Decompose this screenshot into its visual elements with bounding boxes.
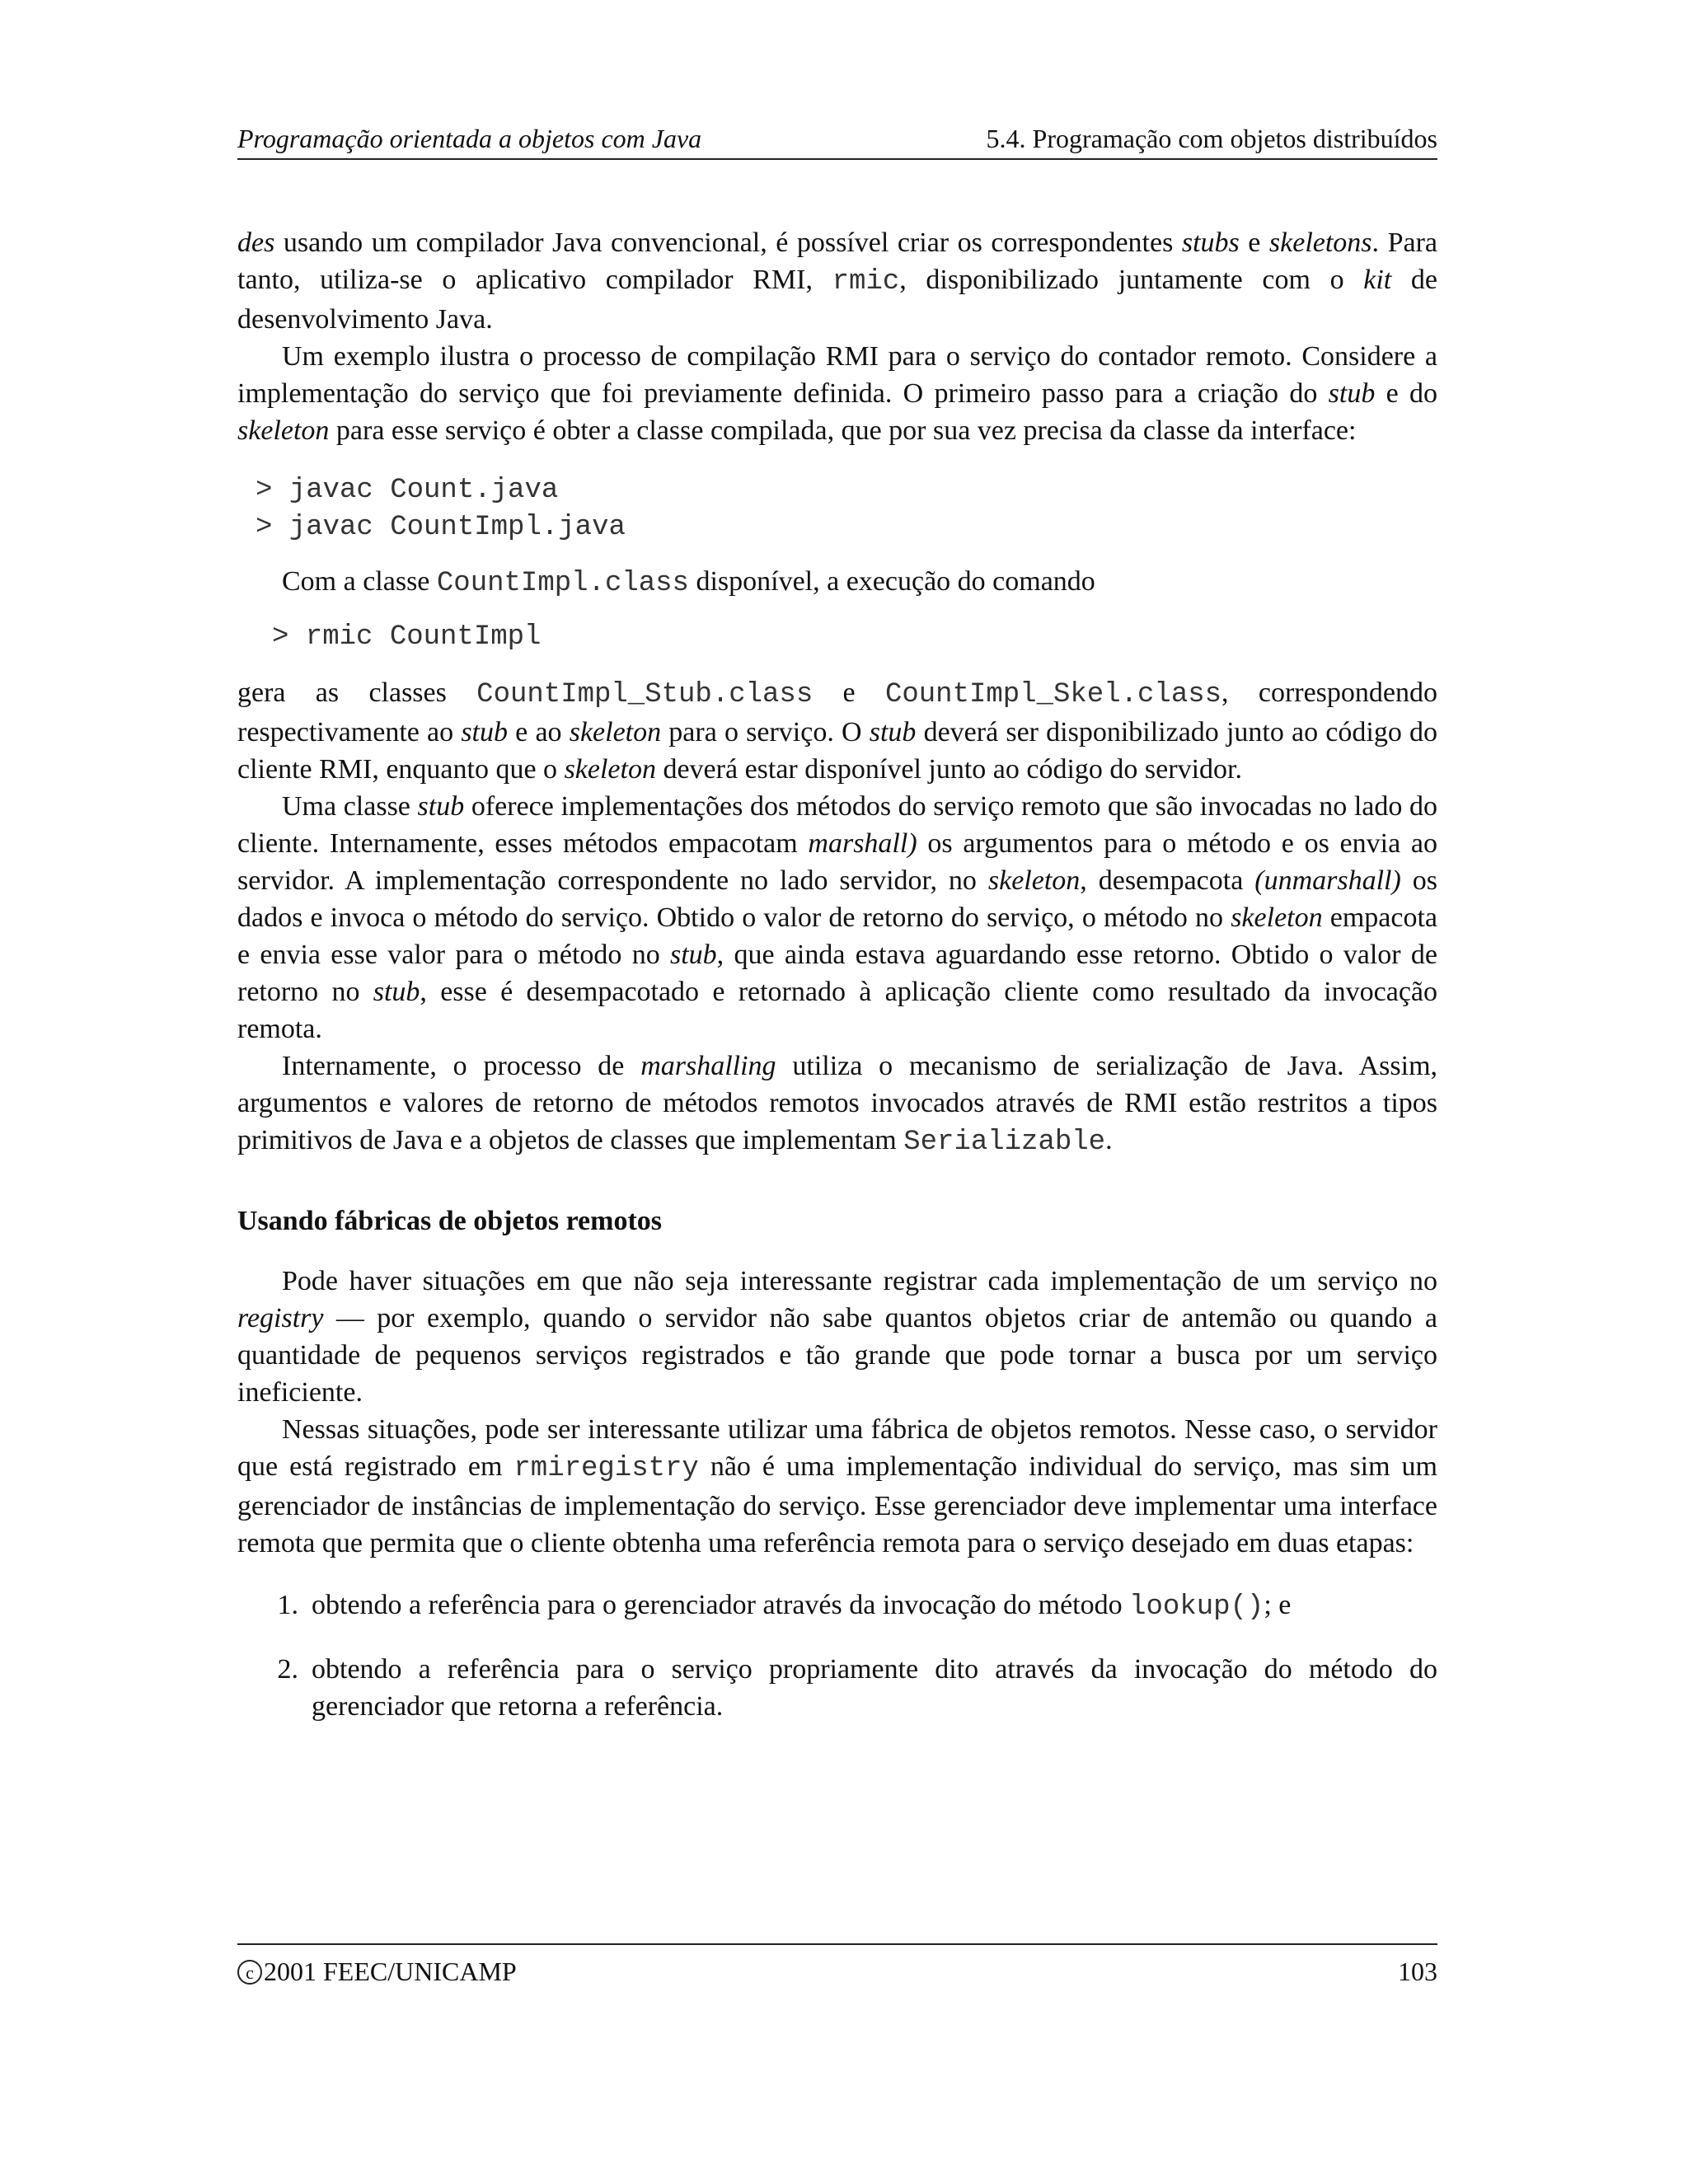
text-span: Internamente, o processo de — [282, 1051, 641, 1081]
list-number: 2. — [277, 1654, 298, 1685]
text-span: Nessas situações, pode ser interessante utilizar uma fábrica de objetos remotos. Nesse caso, o servidor que está registrado em — [237, 1414, 1437, 1482]
text-span: , disponibilizado juntamente com o — [899, 265, 1364, 295]
list-item-text — [312, 1651, 1437, 1725]
text-span: , que ainda estava aguardando esse retorno. Obtido o valor de retorno no — [237, 940, 1437, 1007]
header-section-title: 5.4. Programação com objetos distribuídos — [986, 124, 1437, 153]
emph-text: kit — [1363, 265, 1392, 295]
emph-text: skeletons — [1268, 227, 1372, 258]
paragraph-6 — [237, 1047, 1437, 1161]
text-span: deverá estar disponível junto ao código do servidor. — [655, 754, 1242, 785]
paragraph-2 — [237, 338, 1437, 449]
text-span: utiliza o mecanismo de serialização de Java. Assim, argumentos e valores de retorno de métodos remotos invocados através de RMI estão restritos a tipos primitivos de Java e a objetos de classes que implementam — [237, 1051, 1438, 1155]
text-span: disponível, a execução do comando — [688, 566, 1095, 597]
emph-text: skeleton — [987, 865, 1081, 896]
text-span: . Para tanto, utiliza-se o aplicativo compilador RMI, — [237, 227, 1437, 295]
paragraph-1 — [237, 224, 1437, 338]
list-number: 1. — [277, 1590, 298, 1620]
list-item — [237, 1586, 1437, 1626]
emph-text: skeleton — [237, 415, 330, 446]
text-span: gera as classes — [237, 677, 477, 708]
text-span: obtendo a referência para o serviço propriamente dito através da invocação do método do gerenciador que retorna a referência. — [312, 1654, 1437, 1722]
copyright-icon: c — [237, 1960, 262, 1985]
code-block-rmic — [272, 619, 1437, 656]
inline-code: CountImpl_Stub.class — [476, 679, 814, 710]
header-rule — [237, 158, 1437, 160]
text-span: , esse é desempacotado e retornado à aplicação cliente como resultado da invocação remota. — [237, 977, 1437, 1044]
text-span: para o serviço. O — [661, 717, 870, 748]
steps-list — [237, 1586, 1437, 1725]
text-span: Com a classe — [282, 566, 437, 597]
header-book-title: Programação orientada a objetos com Java — [237, 124, 702, 153]
text-span: e — [813, 677, 885, 708]
document-page — [237, 0, 1437, 2184]
emph-text: des — [237, 227, 275, 258]
emph-text: stubs — [1181, 227, 1240, 258]
inline-code: rmiregistry — [513, 1453, 699, 1484]
text-span: não é uma implementação individual do serviço, mas sim um gerenciador de instâncias de implementação do serviço. Esse gerenciador deve implementar uma interface remota que permita que o cliente obtenha uma referência remota para o serviço desejado em duas etapas: — [237, 1451, 1437, 1558]
text-span: , correspondendo respectivamente ao — [237, 677, 1438, 748]
emph-text: marshalling — [640, 1051, 776, 1081]
inline-code: Serializable — [903, 1127, 1106, 1158]
paragraph-3 — [237, 563, 1437, 602]
list-item-text — [312, 1586, 1437, 1626]
footer-copyright-text: 2001 FEEC/UNICAMP — [264, 1957, 517, 1986]
emph-text: stub — [417, 791, 465, 822]
paragraph-4 — [237, 674, 1437, 788]
code-block-javac — [256, 472, 1437, 546]
list-item — [237, 1651, 1437, 1725]
section-heading: Usando fábricas de objetos remotos — [237, 1206, 663, 1236]
inline-code: CountImpl.class — [436, 568, 689, 599]
footer-rule — [237, 1943, 1437, 1945]
text-span: obtendo a referência para o gerenciador através da invocação do método — [312, 1590, 1130, 1620]
text-span: para esse serviço é obter a classe compilada, que por sua vez precisa da classe da interface: — [329, 415, 1357, 446]
emph-text: stub — [373, 977, 420, 1007]
text-span: os argumentos para o método e os envia ao servidor. A implementação correspondente no lado servidor, no — [237, 828, 1437, 896]
running-header — [237, 122, 1437, 155]
footer-copyright — [237, 1955, 517, 1988]
emph-text: skeleton — [569, 717, 662, 748]
text-span: Uma classe — [282, 791, 418, 822]
text-span: , desempacota — [1080, 865, 1255, 896]
emph-text: stub — [869, 717, 917, 748]
inline-code: rmic — [832, 266, 900, 298]
text-span: ; e — [1264, 1590, 1292, 1620]
text-span: e do — [1375, 378, 1438, 409]
text-span: de desenvolvimento Java. — [237, 265, 1437, 335]
emph-text: skeleton — [1231, 902, 1323, 933]
paragraph-5 — [237, 788, 1437, 1047]
emph-text: registry — [237, 1303, 324, 1333]
text-span: e ao — [508, 717, 570, 748]
text-span: deverá ser disponibilizado junto ao código do cliente RMI, enquanto que o — [237, 717, 1438, 785]
text-span: Pode haver situações em que não seja interessante registrar cada implementação de um serviço no — [282, 1266, 1437, 1296]
emph-text: marshall) — [808, 828, 917, 859]
code-line: > rmic CountImpl — [272, 621, 542, 653]
text-span: — por exemplo, quando o servidor não sabe quantos objetos criar de antemão ou quando a quantidade de pequenos serviços registrados e tão grande que pode tornar a busca por um serviço ineficiente. — [237, 1303, 1437, 1408]
inline-code: lookup() — [1129, 1591, 1264, 1623]
text-span: Um exemplo ilustra o processo de compilação RMI para o serviço do contador remoto. Considere a implementação do serviço que foi previamente definida. O primeiro passo para a criação do — [237, 341, 1437, 409]
emph-text: (unmarshall) — [1254, 865, 1401, 896]
inline-code: CountImpl_Skel.class — [884, 679, 1222, 710]
page-footer — [237, 1955, 1437, 1988]
text-span: e — [1239, 227, 1269, 258]
emph-text: skeleton — [564, 754, 656, 785]
emph-text: stub — [669, 940, 717, 970]
emph-text: stub — [461, 717, 509, 748]
page-number: 103 — [1398, 1957, 1437, 1986]
paragraph-8 — [237, 1411, 1437, 1562]
text-span: oferece implementações dos métodos do serviço remoto que são invocadas no lado do cliente. Internamente, esses métodos empacotam — [237, 791, 1437, 859]
text-span: usando um compilador Java convencional, é possível criar os correspondentes — [274, 227, 1182, 258]
code-line: > javac Count.java — [256, 475, 559, 506]
paragraph-7 — [237, 1263, 1437, 1411]
text-span: empacota e envia esse valor para o método no — [237, 902, 1437, 970]
emph-text: stub — [1328, 378, 1376, 409]
code-line: > javac CountImpl.java — [256, 512, 626, 543]
page-body — [237, 224, 1437, 1750]
text-span: . — [1105, 1125, 1113, 1155]
text-span: os dados e invoca o método do serviço. Obtido o valor de retorno do serviço, o método no — [237, 865, 1438, 933]
